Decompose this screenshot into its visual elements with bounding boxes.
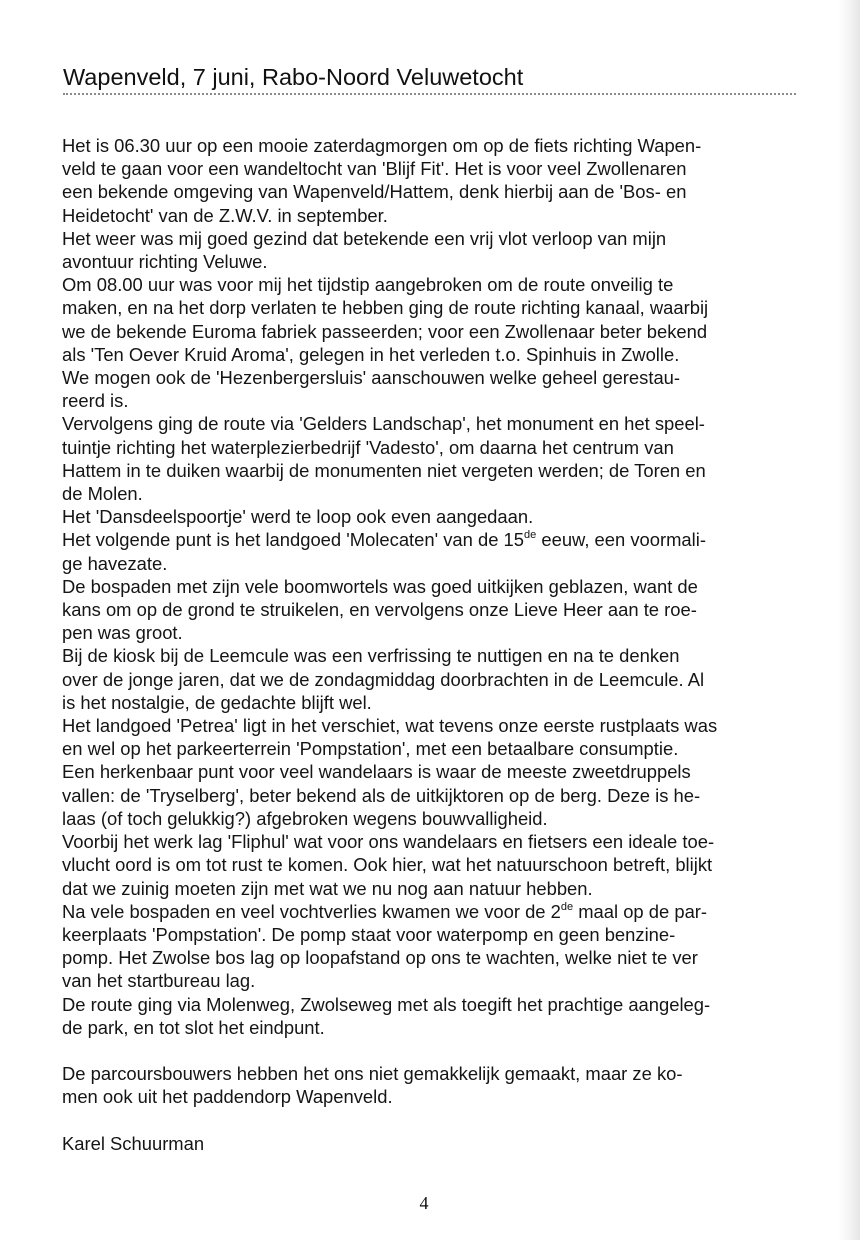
text-line: van het startbureau lag. — [62, 970, 256, 992]
text-line: Voorbij het werk lag 'Fliphul' wat voor ons wandelaars en fietsers een ideale toe- — [62, 831, 715, 853]
text-line: tuintje richting het waterplezierbedrijf 'Vadesto', om daarna het centrum van — [62, 436, 674, 458]
text-line: ge havezate. — [62, 552, 168, 574]
text-line: over de jonge jaren, dat we de zondagmiddag doorbrachten in de Leemcule. Al — [62, 668, 705, 690]
text-line: De bospaden met zijn vele boomwortels was goed uitkijken geblazen, want de — [62, 575, 698, 597]
text-line: reerd is. — [62, 390, 129, 412]
text-line: als 'Ten Oever Kruid Aroma', gelegen in het verleden t.o. Spinhuis in Zwolle. — [62, 343, 680, 365]
text-line: Bij de kiosk bij de Leemcule was een verfrissing te nuttigen en na te denken — [62, 645, 680, 667]
paragraph-gap — [62, 1109, 797, 1132]
text-line: Hattem in te duiken waarbij de monumenten niet vergeten werden; de Toren en — [62, 459, 706, 481]
text-line: de park, en tot slot het eindpunt. — [62, 1016, 325, 1038]
text-line: pen was groot. — [62, 622, 183, 644]
text-line: vallen: de 'Tryselberg', beter bekend als de uitkijktoren op de berg. Deze is he- — [62, 784, 701, 806]
text-line: Een herkenbaar punt voor veel wandelaars is waar de meeste zweetdruppels — [62, 761, 691, 783]
text-segment: Na vele bospaden en veel vochtverlies kwamen we voor de 2 — [62, 900, 561, 922]
text-line-with-superscript — [62, 900, 797, 923]
text-line: Om 08.00 uur was voor mij het tijdstip aangebroken om de route onveilig te — [62, 274, 674, 296]
header-dotted-rule — [63, 93, 796, 95]
article-body — [62, 134, 797, 1155]
text-line-with-superscript — [62, 528, 797, 551]
text-line: en wel op het parkeerterrein 'Pompstation', met een betaalbare consumptie. — [62, 738, 679, 760]
text-segment: Het volgende punt is het landgoed 'Molecaten' van de 15 — [62, 529, 525, 551]
text-line: Heidetocht' van de Z.W.V. in september. — [62, 204, 388, 226]
text-line: veld te gaan voor een wandeltocht van 'Blijf Fit'. Het is voor veel Zwollenaren — [62, 158, 687, 180]
page-number: 4 — [419, 1193, 429, 1213]
text-line: Het is 06.30 uur op een mooie zaterdagmorgen om op de fiets richting Wapen- — [62, 135, 702, 156]
closing-line: men ook uit het paddendorp Wapenveld. — [62, 1086, 393, 1108]
page-binding-edge — [838, 0, 860, 1240]
text-line: Vervolgens ging de route via 'Gelders Landschap', het monument en het speel- — [62, 413, 705, 435]
text-line: We mogen ook de 'Hezenbergersluis' aanschouwen welke geheel gerestau- — [62, 367, 681, 389]
text-line: een bekende omgeving van Wapenveld/Hattem, denk hierbij aan de 'Bos- en — [62, 181, 687, 203]
text-segment: maal op de par- — [573, 900, 708, 922]
text-line: we de bekende Euroma fabriek passeerden; voor een Zwollenaar beter bekend — [62, 320, 708, 342]
text-line: pomp. Het Zwolse bos lag op loopafstand op ons te wachten, welke niet te ver — [62, 947, 698, 969]
text-line: laas (of toch gelukkig?) afgebroken wegens bouwvalligheid. — [62, 807, 548, 829]
text-line: dat we zuinig moeten zijn met wat we nu nog aan natuur hebben. — [62, 877, 593, 899]
text-line: keerplaats 'Pompstation'. De pomp staat voor waterpomp en geen benzine- — [62, 923, 676, 945]
paragraph-gap — [62, 1039, 797, 1062]
text-line: vlucht oord is om tot rust te komen. Ook hier, wat het natuurschoon betreft, blijkt — [62, 854, 713, 876]
page-title: Wapenveld, 7 juni, Rabo-Noord Veluwetocht — [63, 64, 524, 90]
text-line: Het 'Dansdeelspoortje' werd te loop ook even aangedaan. — [62, 506, 534, 528]
text-line: De route ging via Molenweg, Zwolseweg met als toegift het prachtige aangeleg- — [62, 993, 711, 1015]
superscript: de — [560, 900, 574, 913]
text-line: avontuur richting Veluwe. — [62, 251, 268, 273]
superscript: de — [524, 529, 537, 542]
author-signature: Karel Schuurman — [62, 1132, 205, 1154]
text-line: maken, en na het dorp verlaten te hebben ging de route richting kanaal, waarbij — [62, 297, 709, 319]
text-line: Het landgoed 'Petrea' ligt in het verschiet, wat tevens onze eerste rustplaats was — [62, 715, 718, 737]
page-header — [63, 62, 798, 95]
text-line: de Molen. — [62, 483, 143, 505]
text-line: Het weer was mij goed gezind dat betekende een vrij vlot verloop van mijn — [62, 227, 667, 249]
text-segment: eeuw, een voormali- — [536, 529, 706, 551]
text-line: kans om op de grond te struikelen, en vervolgens onze Lieve Heer aan te roe- — [62, 599, 697, 621]
closing-line: De parcoursbouwers hebben het ons niet gemakkelijk gemaakt, maar ze ko- — [62, 1063, 683, 1085]
text-line: is het nostalgie, de gedachte blijft wel. — [62, 691, 372, 713]
